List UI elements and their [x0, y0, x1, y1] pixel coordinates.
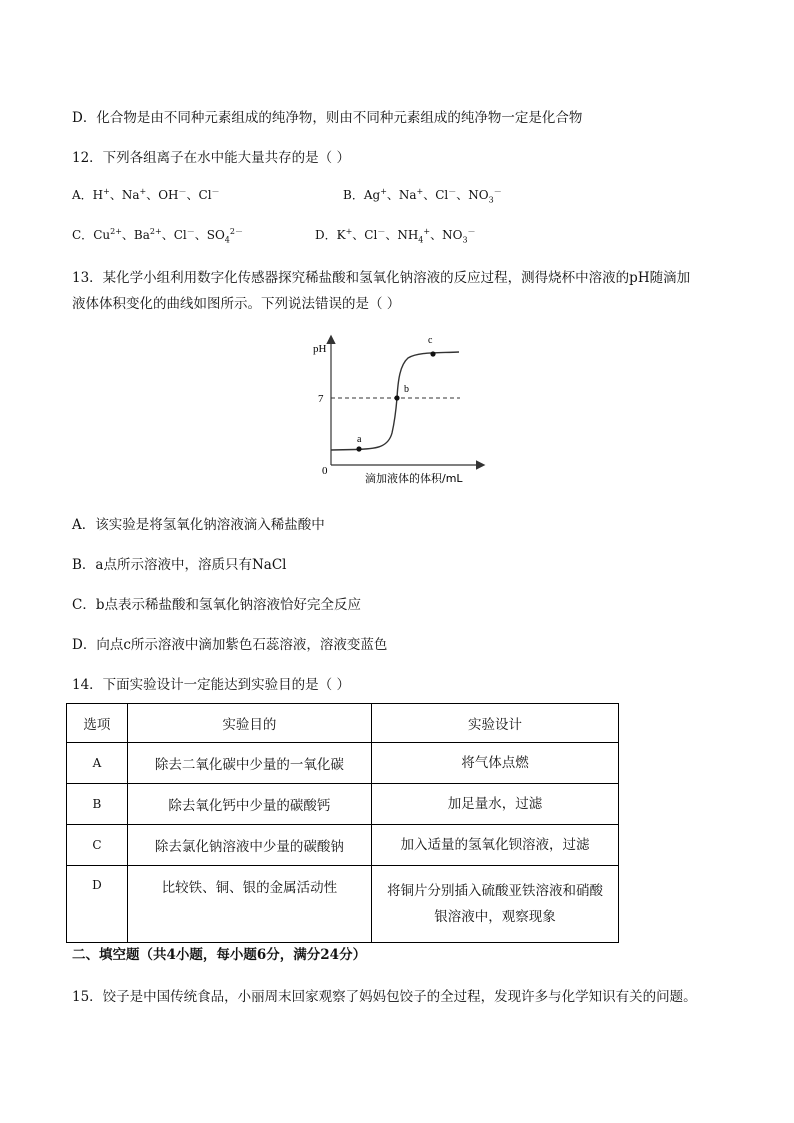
point-a: [356, 446, 361, 451]
row-design-line1: 将铜片分别插入硫酸亚铁溶液和硝酸: [386, 883, 603, 899]
q13-option-a: A．该实验是将氢氧化钠溶液滴入稀盐酸中: [72, 517, 325, 533]
q12-option-b: B．Ag+、Na+、Cl－、$NO_3^-$: [343, 187, 502, 205]
row-purpose: 除去二氧化碳中少量的一氧化碳: [127, 743, 371, 784]
table-row: [67, 825, 619, 866]
ph-curve-chart: [300, 325, 500, 495]
q13-stem-line1: 13．某化学小组利用数字化传感器探究稀盐酸和氢氧化钠溶液的反应过程，测得烧杯中溶液的pH随滴加: [72, 270, 691, 286]
q14-table: [66, 703, 619, 943]
section-title: 二、填空题（共4小题，每小题6分，满分24分）: [72, 947, 367, 963]
q12-option-a: A．H+、Na+、OH－、Cl－: [72, 187, 220, 202]
header-option: 选项: [67, 704, 128, 743]
header-purpose: 实验目的: [127, 704, 371, 743]
row-design: 将气体点燃: [371, 743, 618, 784]
q12-stem: 12．下列各组离子在水中能大量共存的是（ ）: [72, 150, 350, 166]
q13-stem-line2: 液体体积变化的曲线如图所示。下列说法错误的是（ ）: [72, 296, 401, 312]
header-design: 实验设计: [371, 704, 618, 743]
q13-option-b: B．a点所示溶液中，溶质只有NaCl: [72, 557, 287, 573]
q15-stem: 15．饺子是中国传统食品，小丽周末回家观察了妈妈包饺子的全过程，发现许多与化学知识有关的问题。: [72, 989, 697, 1005]
table-row: [67, 866, 619, 943]
row-option: B: [67, 784, 128, 825]
row-option: D: [67, 866, 128, 943]
q13-option-c: C．b点表示稀盐酸和氢氧化钠溶液恰好完全反应: [72, 597, 361, 613]
point-b-label: b: [404, 384, 409, 395]
q14-stem: 14．下面实验设计一定能达到实验目的是（ ）: [72, 677, 350, 693]
table-row: [67, 743, 619, 784]
row-option: A: [67, 743, 128, 784]
q12-option-c: C．$Cu^{2+}$、$Ba^{2+}$、Cl－、$SO_4^{2-}$: [72, 227, 243, 245]
row-design: 加足量水，过滤: [371, 784, 618, 825]
point-a-label: a: [357, 434, 362, 445]
q13-option-d: D．向点c所示溶液中滴加紫色石蕊溶液，溶液变蓝色: [72, 637, 388, 653]
x-axis-label: 滴加液体的体积/mL: [365, 472, 463, 485]
y-tick-7: 7: [318, 393, 324, 405]
table-row: [67, 784, 619, 825]
point-b: [394, 395, 399, 400]
q11-option-d: D．化合物是由不同种元素组成的纯净物，则由不同种元素组成的纯净物一定是化合物: [72, 110, 583, 126]
row-design-line2: 银溶液中，观察现象: [434, 909, 556, 925]
row-purpose: 除去氧化钙中少量的碳酸钙: [127, 784, 371, 825]
row-design: [371, 866, 618, 943]
row-purpose: 比较铁、铜、银的金属活动性: [127, 866, 371, 943]
origin-label: 0: [322, 465, 328, 477]
row-option: C: [67, 825, 128, 866]
row-design: 加入适量的氢氧化钡溶液，过滤: [371, 825, 618, 866]
ph-curve: [331, 352, 459, 450]
q12-option-d: D．K+、Cl－、$NH_4^+$、$NO_3^-$: [315, 227, 476, 245]
y-axis-label: pH: [313, 343, 327, 355]
point-c: [430, 351, 435, 356]
point-c-label: c: [428, 335, 433, 346]
table-header-row: [67, 704, 619, 743]
row-purpose: 除去氯化钠溶液中少量的碳酸钠: [127, 825, 371, 866]
